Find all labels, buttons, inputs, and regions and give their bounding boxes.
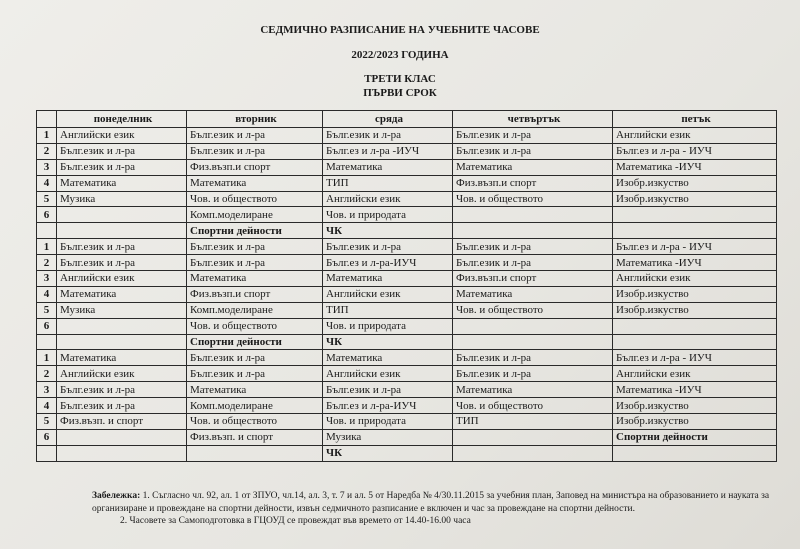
- subject-cell: Физ.възп. и спорт: [187, 429, 323, 445]
- subject-cell: Чов. и обществото: [187, 191, 323, 207]
- subject-cell: Бълг.ез и л-ра-ИУЧ: [323, 398, 453, 414]
- subject-cell: Математика -ИУЧ: [613, 255, 777, 271]
- subject-cell: Физ.възп.и спорт: [453, 175, 613, 191]
- subject-cell: Чов. и обществото: [453, 191, 613, 207]
- subject-cell: Чов. и обществото: [453, 302, 613, 318]
- subject-cell: [57, 429, 187, 445]
- subject-cell: [453, 334, 613, 350]
- table-row: [37, 366, 777, 382]
- table-row: [37, 207, 777, 223]
- subject-cell: Бълг.език и л-ра: [323, 382, 453, 398]
- subject-cell: [453, 429, 613, 445]
- subject-cell: Математика: [453, 159, 613, 175]
- subject-cell: Изобр.изкуство: [613, 414, 777, 430]
- table-row: [37, 445, 777, 461]
- table-row: [37, 143, 777, 159]
- subject-cell: Английски език: [613, 128, 777, 144]
- table-row: [37, 414, 777, 430]
- subject-cell: Бълг.език и л-ра: [453, 128, 613, 144]
- schedule-table: [36, 110, 777, 462]
- subject-cell: Математика -ИУЧ: [613, 382, 777, 398]
- subject-cell: ТИП: [323, 302, 453, 318]
- subject-cell: Чов. и обществото: [187, 414, 323, 430]
- subject-cell: Математика: [57, 350, 187, 366]
- subject-cell: Спортни дейности: [613, 429, 777, 445]
- subject-cell: Комп.моделиране: [187, 302, 323, 318]
- subject-cell: Чов. и природата: [323, 207, 453, 223]
- subject-cell: Изобр.изкуство: [613, 191, 777, 207]
- subject-cell: Математика: [57, 175, 187, 191]
- subject-cell: Английски език: [323, 366, 453, 382]
- subject-cell: Чов. и обществото: [453, 398, 613, 414]
- footnote-line-1: [36, 490, 776, 515]
- period-number: 6: [37, 429, 57, 445]
- table-row: [37, 334, 777, 350]
- period-number: 5: [37, 191, 57, 207]
- subject-cell: Бълг.език и л-ра: [187, 128, 323, 144]
- table-row: [37, 382, 777, 398]
- subject-cell: [57, 207, 187, 223]
- subject-cell: Бълг.език и л-ра: [57, 398, 187, 414]
- subject-cell: Спортни дейности: [187, 334, 323, 350]
- subject-cell: Бълг.език и л-ра: [57, 382, 187, 398]
- subject-cell: [613, 223, 777, 239]
- schedule-body: [37, 128, 777, 462]
- subject-cell: [187, 445, 323, 461]
- period-number: 3: [37, 382, 57, 398]
- table-row: [37, 398, 777, 414]
- subject-cell: Бълг.език и л-ра: [187, 255, 323, 271]
- subject-cell: Бълг.ез и л-ра -ИУЧ: [323, 143, 453, 159]
- footnote-text-1: 1. Съгласно чл. 92, ал. 1 от ЗПУО, чл.14, ал. 3, т. 7 и ал. 5 от Наредба № 4/30.11.2015 за учебния план, Заповед на министъра на образованието и науката за организиране и провеждане на спортни дейности, извън седмичното разписание е включен и час за провеждане на спортни дейности.: [92, 491, 770, 514]
- subject-cell: [453, 223, 613, 239]
- subject-cell: ТИП: [323, 175, 453, 191]
- period-number: 1: [37, 128, 57, 144]
- subject-cell: Математика: [323, 350, 453, 366]
- period-number: 5: [37, 414, 57, 430]
- footnote: [36, 490, 776, 528]
- subject-cell: Английски език: [57, 366, 187, 382]
- subject-cell: Математика: [187, 175, 323, 191]
- subject-cell: Изобр.изкуство: [613, 302, 777, 318]
- table-row: [37, 159, 777, 175]
- table-row: [37, 318, 777, 334]
- subject-cell: Бълг.език и л-ра: [187, 239, 323, 255]
- subject-cell: Чов. и природата: [323, 318, 453, 334]
- table-row: [37, 255, 777, 271]
- subject-cell: Бълг.език и л-ра: [57, 159, 187, 175]
- subject-cell: [57, 334, 187, 350]
- subject-cell: Математика: [323, 159, 453, 175]
- subject-cell: Физ.възп. и спорт: [57, 414, 187, 430]
- subject-cell: [453, 207, 613, 223]
- table-row: [37, 350, 777, 366]
- period-number: 2: [37, 255, 57, 271]
- subject-cell: Бълг.език и л-ра: [57, 255, 187, 271]
- period-number: [37, 223, 57, 239]
- class-name: ТРЕТИ КЛАС: [364, 73, 436, 85]
- subject-cell: Чов. и природата: [323, 414, 453, 430]
- subject-cell: Бълг.език и л-ра: [323, 128, 453, 144]
- day-header-friday: петък: [613, 111, 777, 128]
- subject-cell: ЧК: [323, 445, 453, 461]
- subject-cell: Музика: [323, 429, 453, 445]
- table-row: [37, 271, 777, 287]
- term-name: ПЪРВИ СРОК: [363, 87, 437, 99]
- subject-cell: Комп.моделиране: [187, 207, 323, 223]
- subject-cell: [613, 334, 777, 350]
- table-row: [37, 429, 777, 445]
- subject-cell: Физ.възп.и спорт: [453, 271, 613, 287]
- subject-cell: Бълг.език и л-ра: [453, 239, 613, 255]
- subject-cell: Математика: [187, 382, 323, 398]
- period-number: [37, 334, 57, 350]
- subject-cell: Бълг.ез и л-ра - ИУЧ: [613, 350, 777, 366]
- day-header-thursday: четвъртък: [453, 111, 613, 128]
- subject-cell: Бълг.език и л-ра: [57, 143, 187, 159]
- subject-cell: Комп.моделиране: [187, 398, 323, 414]
- period-number: 3: [37, 159, 57, 175]
- period-number: 4: [37, 175, 57, 191]
- subject-cell: Бълг.език и л-ра: [323, 239, 453, 255]
- subject-cell: Бълг.език и л-ра: [57, 239, 187, 255]
- subject-cell: [57, 223, 187, 239]
- subject-cell: Математика: [57, 286, 187, 302]
- period-number: 1: [37, 239, 57, 255]
- subject-cell: Математика: [323, 271, 453, 287]
- subject-cell: Английски език: [57, 271, 187, 287]
- subject-cell: Изобр.изкуство: [613, 286, 777, 302]
- table-row: [37, 191, 777, 207]
- table-row: [37, 286, 777, 302]
- subject-cell: Бълг.ез и л-ра-ИУЧ: [323, 255, 453, 271]
- subject-cell: Бълг.език и л-ра: [187, 366, 323, 382]
- subject-cell: [57, 318, 187, 334]
- subject-cell: [613, 318, 777, 334]
- subject-cell: ЧК: [323, 223, 453, 239]
- table-row: [37, 302, 777, 318]
- day-header-wednesday: сряда: [323, 111, 453, 128]
- subject-cell: Бълг.ез и л-ра - ИУЧ: [613, 239, 777, 255]
- subject-cell: Английски език: [323, 191, 453, 207]
- subject-cell: Бълг.език и л-ра: [187, 143, 323, 159]
- day-header-monday: понеделник: [57, 111, 187, 128]
- footnote-line-2: 2. Часовете за Самоподготовка в ГЦОУД се провеждат във времето от 14.40-16.00 часа: [120, 516, 471, 526]
- subject-cell: Математика -ИУЧ: [613, 159, 777, 175]
- subject-cell: Английски език: [57, 128, 187, 144]
- school-year: 2022/2023 ГОДИНА: [351, 49, 449, 61]
- subject-cell: Бълг.език и л-ра: [453, 366, 613, 382]
- subject-cell: Изобр.изкуство: [613, 398, 777, 414]
- subject-cell: [613, 445, 777, 461]
- day-header-tuesday: вторник: [187, 111, 323, 128]
- subject-cell: Математика: [187, 271, 323, 287]
- subject-cell: Музика: [57, 302, 187, 318]
- period-number: [37, 445, 57, 461]
- subject-cell: Бълг.език и л-ра: [453, 350, 613, 366]
- period-number: 3: [37, 271, 57, 287]
- subject-cell: Английски език: [613, 271, 777, 287]
- period-number: 4: [37, 398, 57, 414]
- subject-cell: Музика: [57, 191, 187, 207]
- period-number: 6: [37, 207, 57, 223]
- period-number: 6: [37, 318, 57, 334]
- table-header-row: [37, 111, 777, 128]
- period-number: 4: [37, 286, 57, 302]
- subject-cell: Английски език: [613, 366, 777, 382]
- table-row: [37, 175, 777, 191]
- subject-cell: Математика: [453, 382, 613, 398]
- subject-cell: Английски език: [323, 286, 453, 302]
- subject-cell: [613, 207, 777, 223]
- subject-cell: Бълг.език и л-ра: [453, 255, 613, 271]
- subject-cell: ЧК: [323, 334, 453, 350]
- period-number: 2: [37, 143, 57, 159]
- table-row: [37, 223, 777, 239]
- subject-cell: Математика: [453, 286, 613, 302]
- subject-cell: [57, 445, 187, 461]
- subject-cell: [453, 445, 613, 461]
- subject-cell: Бълг.език и л-ра: [453, 143, 613, 159]
- document-title: СЕДМИЧНО РАЗПИСАНИЕ НА УЧЕБНИТЕ ЧАСОВЕ: [260, 24, 540, 36]
- subject-cell: Физ.възп.и спорт: [187, 159, 323, 175]
- subject-cell: Бълг.език и л-ра: [187, 350, 323, 366]
- subject-cell: Изобр.изкуство: [613, 175, 777, 191]
- footnote-label: Забележка:: [92, 491, 141, 501]
- subject-cell: [453, 318, 613, 334]
- subject-cell: Спортни дейности: [187, 223, 323, 239]
- period-number: 2: [37, 366, 57, 382]
- subject-cell: ТИП: [453, 414, 613, 430]
- period-number: 5: [37, 302, 57, 318]
- period-number: 1: [37, 350, 57, 366]
- subject-cell: Чов. и обществото: [187, 318, 323, 334]
- subject-cell: Физ.възп.и спорт: [187, 286, 323, 302]
- table-row: [37, 128, 777, 144]
- row-number-header: [37, 111, 57, 128]
- table-row: [37, 239, 777, 255]
- subject-cell: Бълг.ез и л-ра - ИУЧ: [613, 143, 777, 159]
